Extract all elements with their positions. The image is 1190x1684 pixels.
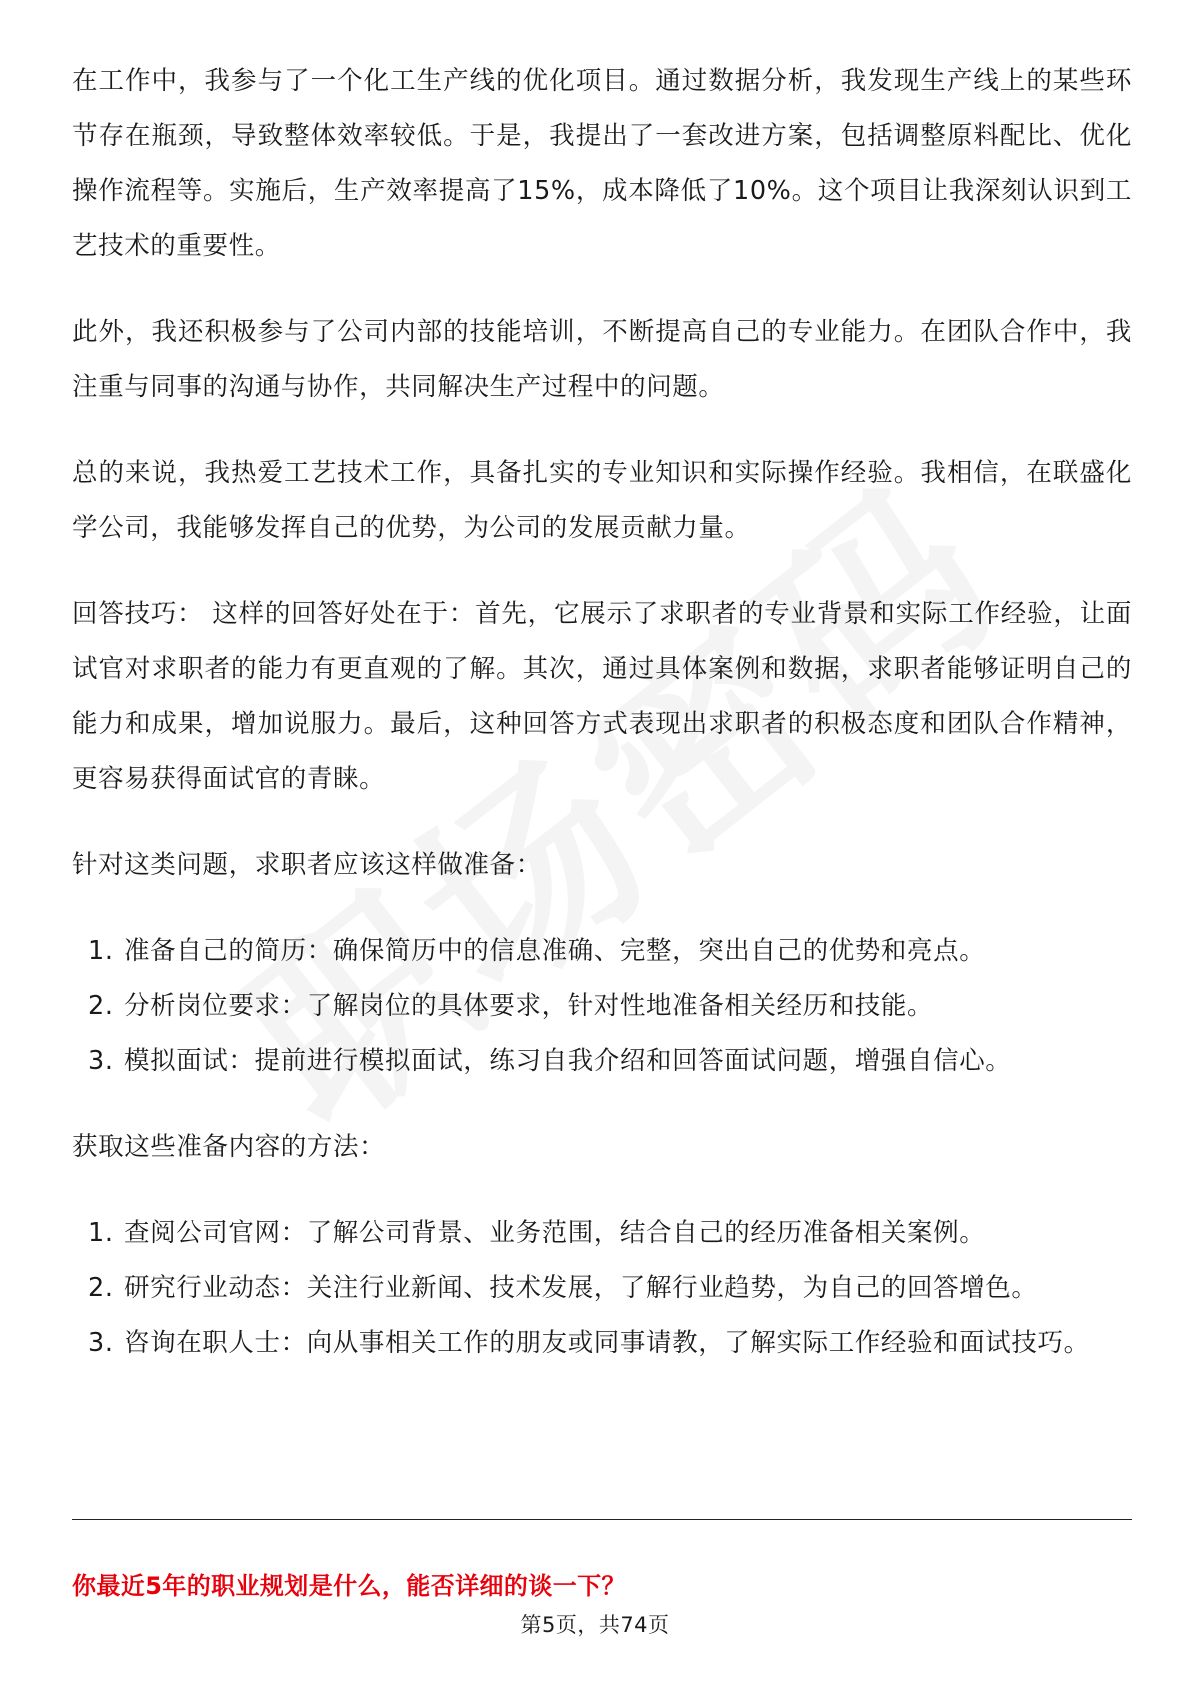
list-item-number: 3. (88, 1328, 114, 1358)
list-item-number: 1. (88, 936, 114, 966)
list-item-text: 咨询在职人士：向从事相关工作的朋友或同事请教，了解实际工作经验和面试技巧。 (124, 1328, 1090, 1358)
list-item-text: 准备自己的简历：确保简历中的信息准确、完整，突出自己的优势和亮点。 (124, 936, 986, 966)
list-item (72, 979, 1132, 1034)
list-item (72, 1034, 1132, 1089)
list-item (72, 1316, 1132, 1371)
paragraph-work-experience: 在工作中，我参与了一个化工生产线的优化项目。通过数据分析，我发现生产线上的某些环节存在瓶颈，导致整体效率较低。于是，我提出了一套改进方案，包括调整原料配比、优化操作流程等。实施后，生产效率提高了15%，成本降低了10%。这个项目让我深刻认识到工艺技术的重要性。 (72, 66, 1132, 261)
list-item-text: 分析岗位要求：了解岗位的具体要求，针对性地准备相关经历和技能。 (124, 991, 934, 1021)
list-item-number: 1. (88, 1218, 114, 1248)
paragraph-answer-tips: 回答技巧： 这样的回答好处在于：首先，它展示了求职者的专业背景和实际工作经验，让面试官对求职者的能力有更直观的了解。其次，通过具体案例和数据，求职者能够证明自己的能力和成果，增加说服力。最后，这种回答方式表现出求职者的积极态度和团队合作精神，更容易获得面试官的青睐。 (72, 599, 1132, 794)
section-divider (72, 1519, 1132, 1520)
paragraph-training: 此外，我还积极参与了公司内部的技能培训，不断提高自己的专业能力。在团队合作中，我注重与同事的沟通与协作，共同解决生产过程中的问题。 (72, 317, 1132, 402)
list-item (72, 924, 1132, 979)
paragraph-methods-intro: 获取这些准备内容的方法： (72, 1132, 386, 1162)
methods-list (72, 1206, 1132, 1371)
list-item-number: 3. (88, 1046, 114, 1076)
page-number: 第5页，共74页 (520, 1613, 670, 1637)
list-item (72, 1206, 1132, 1261)
list-item-text: 查阅公司官网：了解公司背景、业务范围，结合自己的经历准备相关案例。 (124, 1218, 986, 1248)
list-item-number: 2. (88, 991, 114, 1021)
paragraph-summary: 总的来说，我热爱工艺技术工作，具备扎实的专业知识和实际操作经验。我相信，在联盛化学公司，我能够发挥自己的优势，为公司的发展贡献力量。 (72, 458, 1132, 543)
document-body (72, 54, 1132, 1402)
list-item-text: 模拟面试：提前进行模拟面试，练习自我介绍和回答面试问题，增强自信心。 (124, 1046, 1012, 1076)
paragraph-prep-intro: 针对这类问题，求职者应该这样做准备： (72, 850, 542, 880)
list-item-number: 2. (88, 1273, 114, 1303)
list-item (72, 1261, 1132, 1316)
list-item-text: 研究行业动态：关注行业新闻、技术发展，了解行业趋势，为自己的回答增色。 (124, 1273, 1038, 1303)
prep-list (72, 924, 1132, 1089)
next-question-heading: 你最近5年的职业规划是什么，能否详细的谈一下？ (72, 1572, 626, 1600)
